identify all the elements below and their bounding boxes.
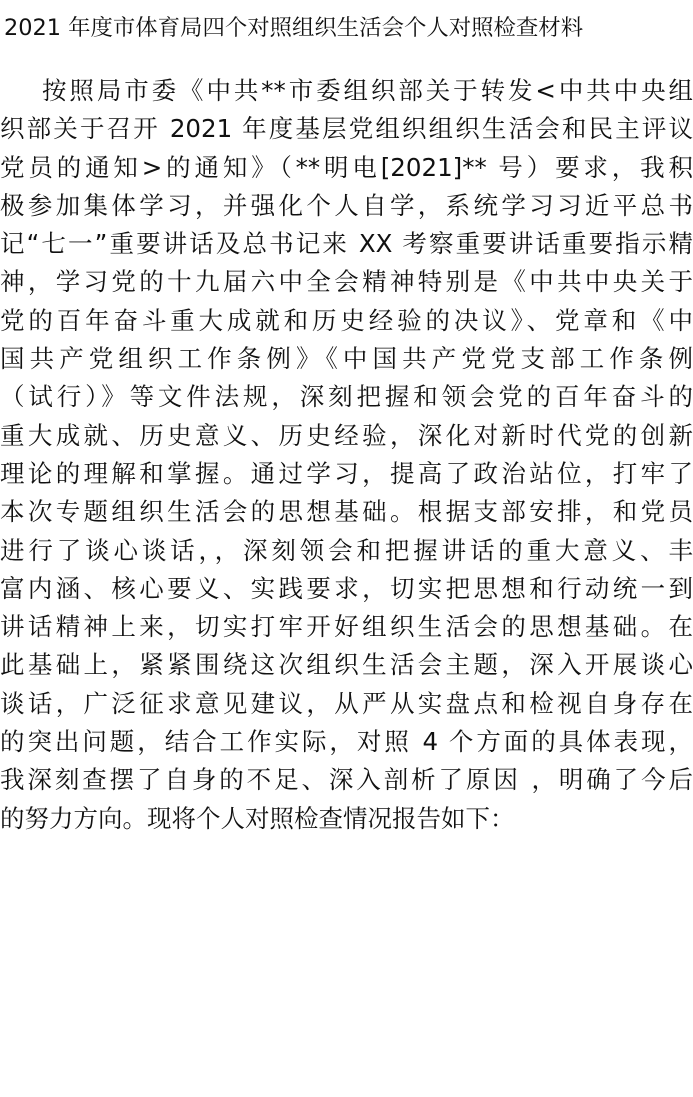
paragraph-line: 国共产党组织工作条例》《中国共产党党支部工作条例	[0, 344, 693, 374]
paragraph-line: 极参加集体学习，并强化个人自学，系统学习习近平总书	[0, 190, 693, 220]
paragraph-line: 我深刻查摆了自身的不足、深入剖析了原因 ，明确了今后	[0, 765, 693, 795]
paragraph-line: 织部关于召开 2021 年度基层党组织组织生活会和民主评议	[0, 114, 693, 144]
paragraph-line: 富内涵、核心要义、实践要求，切实把思想和行动统一到	[0, 573, 693, 603]
paragraph-line: 讲话精神上来，切实打牢开好组织生活会的思想基础。在	[0, 612, 693, 642]
paragraph-line: 党的百年奋斗重大成就和历史经验的决议》、党章和《中	[0, 305, 693, 335]
paragraph-line: 此基础上，紧紧围绕这次组织生活会主题，深入开展谈心	[0, 650, 693, 680]
paragraph-line: 谈话，广泛征求意见建议，从严从实盘点和检视自身存在	[0, 688, 693, 718]
paragraph-line: 进行了谈心谈话，，深刻领会和把握讲话的重大意义、丰	[0, 535, 693, 565]
paragraph-line: 理论的理解和掌握。通过学习，提高了政治站位，打牢了	[0, 458, 693, 488]
document-title: 2021 年度市体育局四个对照组织生活会个人对照检查材料	[4, 15, 584, 41]
paragraph-line: （试行）》等文件法规，深刻把握和领会党的百年奋斗的	[0, 382, 693, 412]
paragraph-line: 按照局市委《中共**市委组织部关于转发<中共中央组	[42, 76, 693, 105]
body-paragraph	[0, 72, 693, 838]
paragraph-line: 党员的通知>的通知》（**明电[2021]** 号）要求，我积	[0, 152, 693, 182]
paragraph-line: 的努力方向。现将个人对照检查情况报告如下：	[0, 803, 515, 833]
paragraph-line: 记“七一”重要讲话及总书记来 XX 考察重要讲话重要指示精	[0, 229, 693, 259]
paragraph-line: 重大成就、历史意义、历史经验，深化对新时代党的创新	[0, 420, 693, 450]
paragraph-line: 的突出问题，结合工作实际，对照 4 个方面的具体表现，	[0, 727, 693, 757]
paragraph-line: 神，学习党的十九届六中全会精神特别是《中共中央关于	[0, 267, 693, 297]
paragraph-line: 本次专题组织生活会的思想基础。根据支部安排，和党员	[0, 497, 693, 527]
